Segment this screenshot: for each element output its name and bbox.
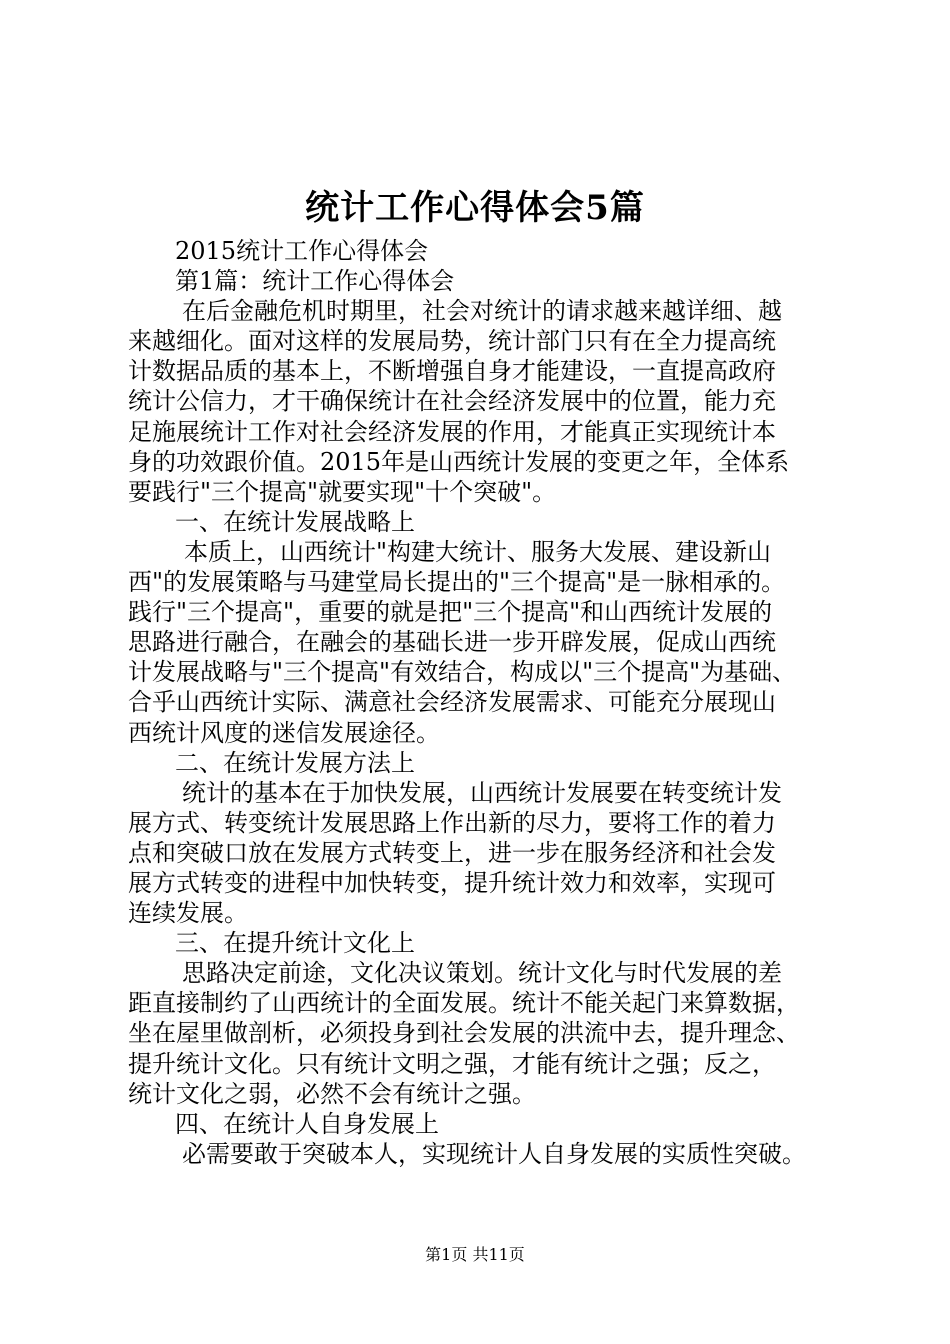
paragraph-line: 要践行"三个提高"就要实现"十个突破"。 <box>128 477 557 506</box>
paragraph-line: 连续发展。 <box>128 899 248 928</box>
paragraph-line: 西统计风度的迷信发展途径。 <box>128 718 440 747</box>
paragraph-line: 本质上，山西统计"构建大统计、服务大发展、建设新山 <box>184 537 772 566</box>
paragraph-line: 计数据品质的基本上，不断增强自身才能建设，一直提高政府 <box>128 357 776 386</box>
paragraph-line: 合乎山西统计实际、满意社会经济发展需求、可能充分展现山 <box>128 688 776 717</box>
paragraph-line: 思路进行融合，在融会的基础长进一步开辟发展，促成山西统 <box>128 628 776 657</box>
paragraph-line: 思路决定前途，文化决议策划。统计文化与时代发展的差 <box>182 959 782 988</box>
paragraph-line: 统计的基本在于加快发展，山西统计发展要在转变统计发 <box>182 778 782 807</box>
paragraph-line: 必需要敢于突破本人，实现统计人自身发展的实质性突破。 <box>182 1139 806 1168</box>
paragraph-line: 提升统计文化。只有统计文明之强，才能有统计之强；反之， <box>128 1049 776 1078</box>
paragraph-line: 点和突破口放在发展方式转变上，进一步在服务经济和社会发 <box>128 838 776 867</box>
section-heading-1: 一、在统计发展战略上 <box>175 507 415 536</box>
chapter-heading: 第1篇：统计工作心得体会 <box>175 267 455 296</box>
paragraph-line: 坐在屋里做剖析，必须投身到社会发展的洪流中去，提升理念、 <box>128 1019 800 1048</box>
paragraph-line: 来越细化。面对这样的发展局势，统计部门只有在全力提高统 <box>128 327 776 356</box>
paragraph-line: 践行"三个提高"，重要的就是把"三个提高"和山西统计发展的 <box>128 598 773 627</box>
section-heading-3: 三、在提升统计文化上 <box>175 929 415 958</box>
paragraph-line: 统计文化之弱，必然不会有统计之强。 <box>128 1079 536 1108</box>
paragraph-line: 计发展战略与"三个提高"有效结合，构成以"三个提高"为基础、 <box>128 658 797 687</box>
paragraph-line: 在后金融危机时期里，社会对统计的请求越来越详细、越 <box>182 297 782 326</box>
paragraph-line: 展方式、转变统计发展思路上作出新的尽力，要将工作的着力 <box>128 808 776 837</box>
document-title: 统计工作心得体会5篇 <box>305 188 645 228</box>
section-heading-2: 二、在统计发展方法上 <box>175 748 415 777</box>
subtitle-line: 2015统计工作心得体会 <box>175 237 429 265</box>
paragraph-line: 足施展统计工作对社会经济发展的作用，才能真正实现统计本 <box>128 417 776 446</box>
page-number-footer: 第1页 共11页 <box>425 1245 525 1264</box>
paragraph-line: 统计公信力，才干确保统计在社会经济发展中的位置，能力充 <box>128 387 776 416</box>
paragraph-line: 距直接制约了山西统计的全面发展。统计不能关起门来算数据， <box>128 989 800 1018</box>
paragraph-line: 身的功效跟价值。2015年是山西统计发展的变更之年，全体系 <box>128 447 790 476</box>
paragraph-line: 展方式转变的进程中加快转变，提升统计效力和效率，实现可 <box>128 868 776 897</box>
section-heading-4: 四、在统计人自身发展上 <box>175 1109 439 1138</box>
document-body <box>128 236 852 1169</box>
paragraph-line: 西"的发展策略与马建堂局长提出的"三个提高"是一脉相承的。 <box>128 568 786 597</box>
